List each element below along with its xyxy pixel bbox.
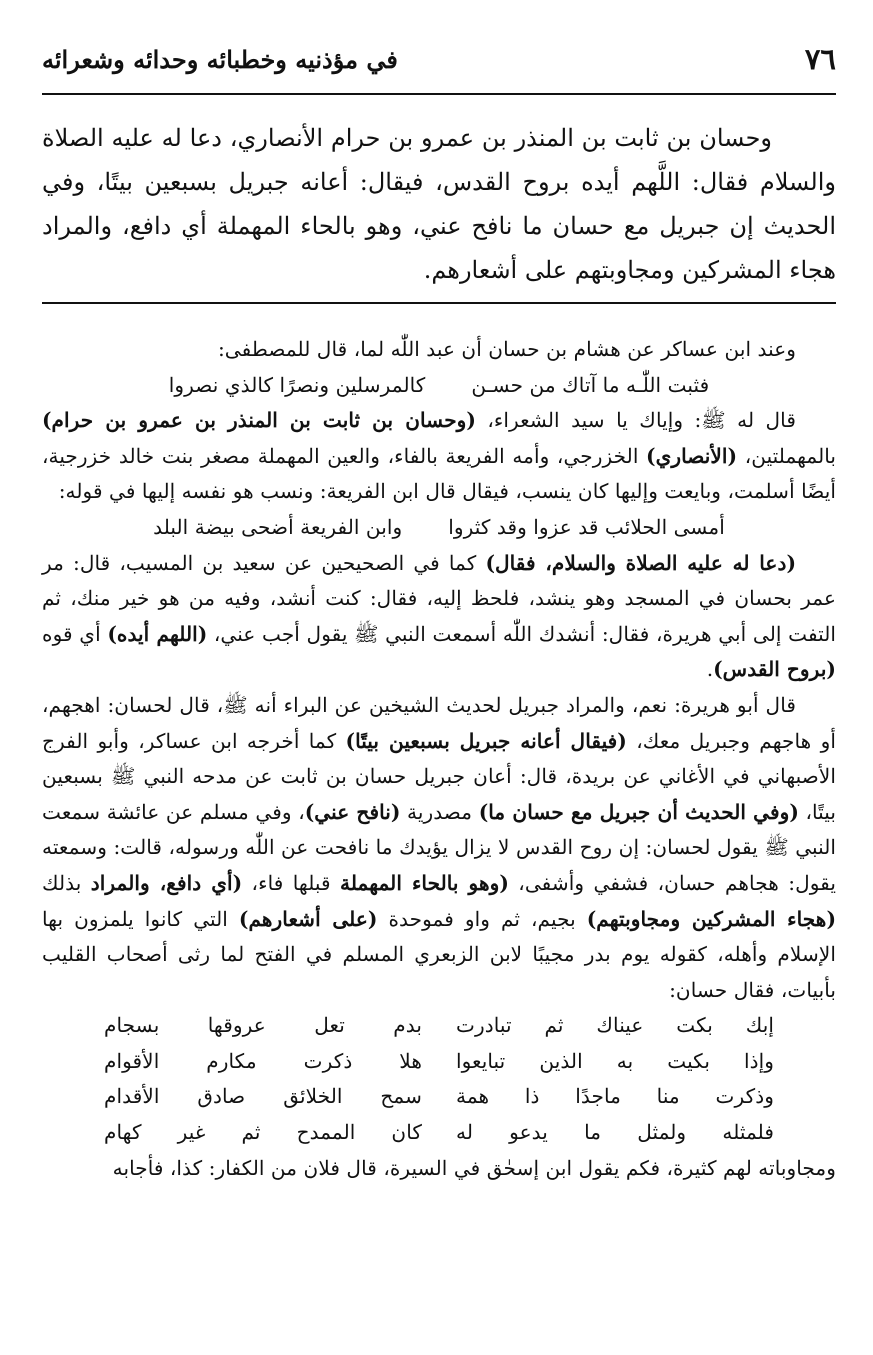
verse-first-hemistich: إبك بكت عيناك ثم تبادرت: [456, 1013, 774, 1038]
quoted-text: (هجاء المشركين ومجاوبتهم): [586, 906, 837, 931]
header-rule: [42, 93, 836, 95]
verse-second-hemistich: سمح الخلائق صادق الأقدام: [104, 1084, 422, 1109]
verse-second-hemistich: كان الممدح ثم غير كهام: [104, 1120, 422, 1145]
quoted-text: (اللهم أيده): [107, 621, 208, 646]
poem-verse: [42, 1008, 836, 1044]
verse-first-hemistich: فثبت اللّٰـه ما آتاك من حسـن: [471, 372, 710, 397]
page-header: [42, 38, 836, 80]
running-title: في مؤذنيه وخطبائه وحدائه وشعرائه: [42, 44, 398, 74]
quoted-text: (نافح عني): [304, 799, 401, 824]
commentary-paragraph-3: (دعا له عليه الصلاة والسلام، فقال) كما في الصحيحين عن سعيد بن المسيب، قال: مر عمر بحسان في المسجد وهو ينشد، فلحظ إليه، فقال: كنت أنشد، وفيه من هو خير منك، ثم التفت إلى أبي هريرة، فقال: أنشدك اللّٰه أسمعت النبي ﷺ يقول أجب عني، (اللهم أيده) أي قوه (بروح القدس).: [42, 550, 837, 682]
commentary-paragraph-1: وعند ابن عساكر عن هشام بن حسان أن عبد اللّٰه لما، قال للمصطفى:: [217, 337, 796, 361]
poem-verse: [42, 1044, 836, 1080]
quoted-text: (وحسان بن ثابت بن المنذر بن عمرو بن حرام): [42, 408, 476, 433]
commentary-paragraph-2: قال له ﷺ: وإياك يا سيد الشعراء، (وحسان بن ثابت بن المنذر بن عمرو بن حرام) بالمهملتين، (الأنصاري) الخزرجي، وأمه الفريعة بالفاء، والعين المهملة مصغر بنت خالد خزرجية، أيضًا أسلمت، وبايعت وإليها كان ينسب، فيقال قال ابن الفريعة: ونسب هو نفسه إليها في قوله:: [42, 408, 837, 504]
verse-second-hemistich: هلا ذكرت مكارم الأقوام: [104, 1048, 422, 1073]
quoted-text: (الأنصاري): [646, 443, 738, 468]
quoted-text: (فيقال أعانه جبريل بسبعين بيتًا): [345, 728, 627, 753]
quoted-text: (وفي الحديث أن جبريل مع حسان ما): [478, 799, 799, 824]
verse-second-hemistich: بدم تعل عروقها بسجام: [104, 1013, 422, 1038]
poem-verse: [42, 1079, 836, 1115]
quoted-text: (وهو بالحاء المهملة: [340, 870, 509, 895]
section-divider: [42, 302, 836, 304]
poem: [42, 1008, 836, 1150]
verse-first-hemistich: أمسى الحلائب قد عزوا وقد كثروا: [448, 514, 725, 539]
quoted-text: (على أشعارهم): [238, 906, 378, 931]
page-number: ٧٦: [804, 42, 836, 76]
verse-line-2: [42, 510, 836, 546]
quoted-text: (بروح القدس): [713, 657, 836, 682]
verse-second-hemistich: كالمرسلين ونصرًا كالذي نصروا: [168, 372, 426, 397]
poem-verse: [42, 1115, 836, 1151]
commentary-paragraph-5: ومجاوباته لهم كثيرة، فكم يقول ابن إسحٰق في السيرة، قال فلان من الكفار: كذا، فأجابه: [112, 1155, 836, 1180]
verse-first-hemistich: وإذا بكيت به الذين تبايعوا: [456, 1048, 774, 1073]
quoted-text: (أي دافع، والمراد: [90, 870, 243, 895]
verse-second-hemistich: وابن الفريعة أضحى بيضة البلد: [153, 514, 403, 539]
commentary: [42, 332, 836, 1186]
quoted-text: (دعا له عليه الصلاة والسلام، فقال): [485, 550, 796, 575]
commentary-paragraph-4: قال أبو هريرة: نعم، والمراد جبريل لحديث الشيخين عن البراء أنه ﷺ، قال لحسان: اهجهم، أو هاجهم وجبريل معك، (فيقال أعانه جبريل بسبعين بيتًا) كما أخرجه ابن عساكر، وأبو الفرج الأصبهاني في الأغاني عن بريدة، قال: أعان جبريل حسان بن ثابت عن مدحه النبي ﷺ بسبعين بيتًا، (وفي الحديث أن جبريل مع حسان ما) مصدرية (نافح عني)، وفي مسلم عن عائشة سمعت النبي ﷺ يقول لحسان: إن روح القدس لا يزال يؤيدك ما نافحت عن اللّٰه ورسوله، قالت: وسمعته يقول: هجاهم حسان، فشفي وأشفى، (وهو بالحاء المهملة قبلها فاء، (أي دافع، والمراد بذلك (هجاء المشركين ومجاوبتهم) بجيم، ثم واو فموحدة (على أشعارهم) التي كانوا يلمزون بها الإسلام وأهله، كقوله يوم بدر مجيبًا لابن الزبعري المسلم في الفتح لما رثى أصحاب القليب بأبيات، فقال حسان:: [42, 692, 837, 1002]
verse-line-1: [42, 368, 836, 404]
main-text-paragraph: وحسان بن ثابت بن المنذر بن عمرو بن حرام الأنصاري، دعا له عليه الصلاة والسلام فقال: اللَّهم أيده بروح القدس، فيقال: أعانه جبريل بسبعين بيتًا، وفي الحديث إن جبريل مع حسان ما نافح عني، وهو بالحاء المهملة أي دافع، والمراد هجاء المشركين ومجاوبتهم على أشعارهم.: [42, 124, 836, 284]
verse-first-hemistich: وذكرت منا ماجدًا ذا همة: [456, 1084, 774, 1109]
main-text: [42, 116, 836, 292]
verse-first-hemistich: فلمثله ولمثل ما يدعو له: [456, 1120, 774, 1145]
